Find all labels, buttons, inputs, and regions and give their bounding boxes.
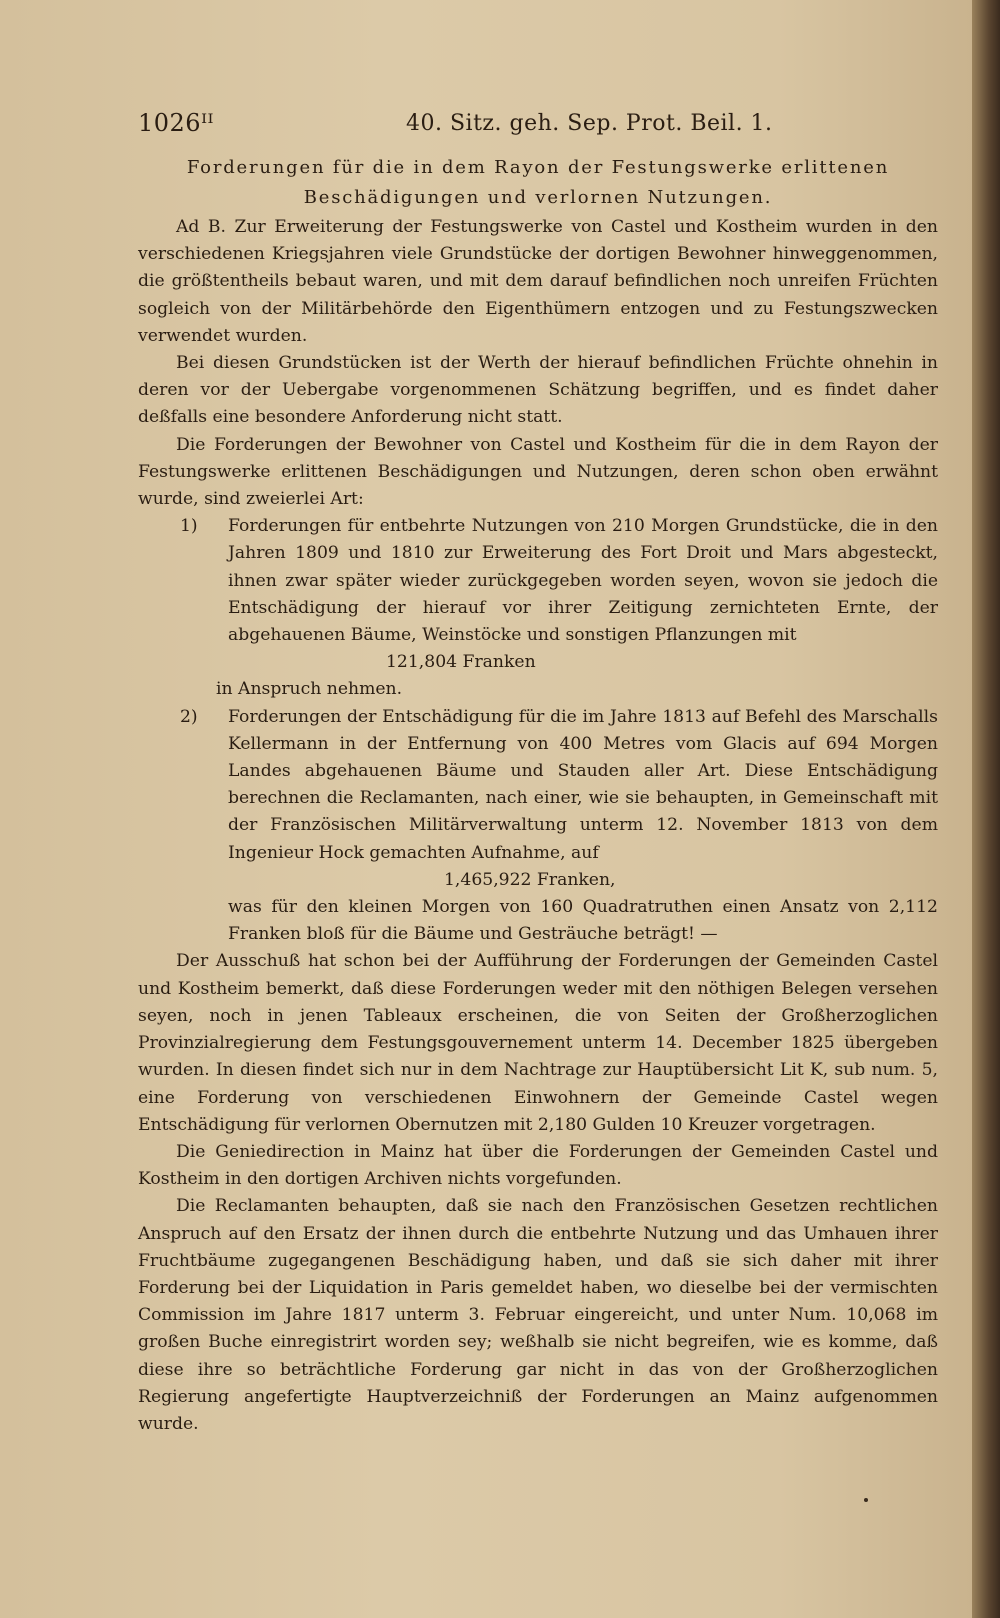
page-edge-shadow	[972, 0, 1000, 1618]
list-item-2-text: Forderungen der Entschädigung für die im Jahre 1813 auf Befehl des Marschalls Kellermann in der Entfernung von 400 Metres vom Glacis auf 694 Morgen Landes abgehauenen Bäume und Stauden aller Art. Diese Entschädigung berechnen die Reclamanten, nach einer, wie sie behaupten, in Gemeinschaft mit der Französischen Militärverwaltung unterm 12. November 1813 von dem Ingenieur Hock gemachten Aufnahme, auf	[228, 706, 938, 863]
section-title-line-2: Beschädigungen und verlornen Nutzungen.	[303, 187, 773, 208]
paragraph-ad-b: Ad B. Zur Erweiterung der Festungswerke von Castel und Kostheim wurden in den verschiedenen Kriegsjahren viele Grundstücke der dortigen Bewohner hinweggenommen, die größtentheils bebaut waren, und mit dem darauf befindlichen noch unreifen Früchten sogleich von der Militärbehörde den Eigenthümern entzogen und zu Festungszwecken verwendet wurden.	[138, 217, 938, 346]
running-head: 40. Sitz. geh. Sep. Prot. Beil. 1.	[406, 111, 773, 136]
paragraph-reclamants-claim: Die Reclamanten behaupten, daß sie nach den Französischen Gesetzen rechtlichen Anspruch auf den Ersatz der ihnen durch die entbehrte Nutzung und das Umhauen ihrer Fruchtbäume zugegangenen Beschädigung haben, und daß sie sich daher mit ihrer Forderung bei der Liquidation in Paris gemeldet haben, wo dieselbe bei der vermischten Commission im Jahre 1817 unterm 3. Februar eingereicht, und unter Num. 10,068 im großen Buche einregistrirt worden sey; weßhalb sie nicht begreifen, wie es komme, daß diese ihre so beträchtliche Forderung gar nicht in das von der Großherzoglichen Regierung angefertigte Hauptverzeichniß der Forderungen an Mainz aufgenommen wurde.	[138, 1196, 938, 1434]
page-header	[138, 100, 938, 154]
list-item-2-continuation: was für den kleinen Morgen von 160 Quadratruthen einen Ansatz von 2,112 Franken bloß für die Bäume und Gesträuche beträgt! —	[228, 897, 938, 945]
list-item-1-number: 1)	[180, 516, 198, 537]
page-text	[138, 100, 938, 1438]
list-item-1-amount: 121,804 Franken	[386, 652, 536, 673]
paragraph-claim-types: Die Forderungen der Bewohner von Castel und Kostheim für die in dem Rayon der Festungswerke erlittenen Beschädigungen und Nutzungen, deren schon oben erwähnt wurde, sind zweierlei Art:	[138, 434, 938, 510]
list-item-1-text: Forderungen für entbehrte Nutzungen von 210 Morgen Grundstücke, die in den Jahren 1809 und 1810 zur Erweiterung des Fort Droit und Mars abgesteckt, ihnen zwar später wieder zurückgegeben worden seyen, wovon sie jedoch die Entschädigung der hierauf vor ihrer Zeitigung zernichteten Ernte, der abgehauenen Bäume, Weinstöcke und sonstigen Pflanzungen mit	[228, 516, 938, 646]
ink-speck	[864, 1498, 868, 1502]
paragraph-value-estimate: Bei diesen Grundstücken ist der Werth der hierauf befindlichen Früchte ohnehin in deren vor der Uebergabe vorgenommenen Schätzung begriffen, und es findet daher deßfalls eine besondere Anforderung nicht statt.	[138, 353, 938, 428]
list-item-2-amount: 1,465,922 Franken,	[444, 869, 616, 890]
list-item-2-number: 2)	[180, 706, 198, 727]
paragraph-committee-remark: Der Ausschuß hat schon bei der Aufführung der Forderungen der Gemeinden Castel und Kostheim bemerkt, daß diese Forderungen weder mit den nöthigen Belegen versehen seyen, noch in jenen Tableaux erscheinen, die von Seiten der Großherzoglichen Provinzialregierung dem Festungsgouvernement unterm 14. December 1825 übergeben wurden. In diesen findet sich nur in dem Nachtrage zur Hauptübersicht Lit K, sub num. 5, eine Forderung von verschiedenen Einwohnern der Gemeinde Castel wegen Entschädigung für verlornen Obernutzen mit 2,180 Gulden 10 Kreuzer vorgetragen.	[138, 951, 938, 1135]
list-item-2	[138, 704, 938, 867]
page-number: 1026ᴵᴵ	[138, 109, 215, 137]
paragraph-genie-direction: Die Geniedirection in Mainz hat über die Forderungen der Gemeinden Castel und Kostheim in den dortigen Archiven nichts vorgefunden.	[138, 1141, 938, 1190]
section-title-line-1: Forderungen für die in dem Rayon der Festungswerke erlittenen	[186, 157, 890, 178]
list-item-1	[138, 513, 938, 649]
list-item-1-continuation: in Anspruch nehmen.	[216, 679, 403, 700]
